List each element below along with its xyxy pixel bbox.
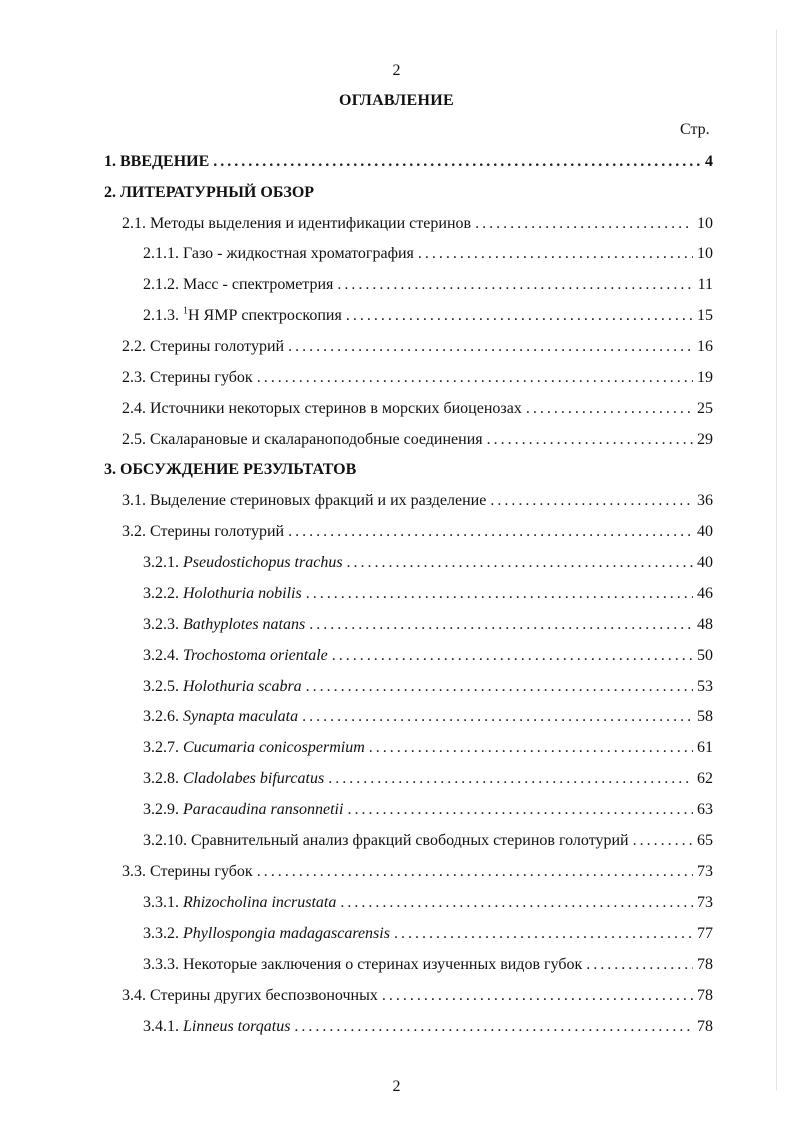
toc-page-number: 78 [697, 987, 713, 1004]
toc-page-number: 19 [697, 369, 713, 386]
toc-page-number: 10 [697, 215, 713, 232]
toc-page-number: 36 [697, 492, 713, 509]
toc-page-number: 40 [697, 554, 713, 571]
toc-entry-2-1-3[interactable]: 2.1.3. $^1$Н ЯМР спектроскопия ..... 15 [143, 307, 713, 329]
page-number-bottom: 2 [392, 1078, 401, 1095]
toc-entry-2-2[interactable]: 2.2. Стерины голотурий ..... 16 [122, 338, 713, 360]
page-title: ОГЛАВЛЕНИЕ [339, 92, 454, 109]
toc-page-number: 78 [697, 956, 713, 973]
leader-dots [294, 1018, 693, 1036]
leader-dots [302, 708, 693, 726]
toc-entry-2-5[interactable]: 2.5. Скаларановые и скаларaноподобные соединения ..... 29 [122, 431, 713, 453]
leader-dots [340, 894, 693, 912]
leader-dots [288, 338, 693, 356]
leader-dots [328, 770, 693, 788]
toc-entry-3-4[interactable]: 3.4. Стерины других беспозвоночных ..... 78 [122, 987, 713, 1009]
leader-dots [257, 369, 693, 387]
toc-entry-3-3[interactable]: 3.3. Стерины губок ..... 73 [122, 863, 713, 885]
toc-entry-3-3-2[interactable]: 3.3.2. Phyllospongia madagascarensis ..... 77 [143, 925, 713, 947]
toc-entry-3-2-8[interactable]: 3.2.8. Cladolabes bifurcatus ..... 62 [143, 770, 713, 792]
toc-entry-2-1-1[interactable]: 2.1.1. Газо - жидкостная хроматография ..... 10 [143, 245, 713, 267]
leader-dots [490, 492, 693, 510]
toc-entry-3-2-6[interactable]: 3.2.6. Synapta maculata ..... 58 [143, 708, 713, 730]
leader-dots [382, 987, 693, 1005]
leader-dots [288, 523, 693, 541]
toc-page-number: 78 [697, 1018, 713, 1035]
leader-dots [257, 863, 693, 881]
leader-dots [487, 431, 693, 449]
toc-page-number: 53 [697, 678, 713, 695]
toc-page-number: 65 [697, 832, 713, 849]
toc-page-number: 15 [697, 307, 713, 324]
toc-entry-2-4[interactable]: 2.4. Источники некоторых стеринов в морских биоценозах ..... 25 [122, 400, 713, 422]
leader-dots [475, 215, 693, 233]
toc-page-number: 10 [697, 245, 713, 262]
leader-dots [306, 585, 693, 603]
toc-page-number: 63 [697, 801, 713, 818]
leader-dots [526, 400, 693, 418]
leader-dots [346, 307, 693, 325]
toc-entry-3-2-2[interactable]: 3.2.2. Holothuria nobilis ..... 46 [143, 585, 713, 607]
toc-entry-3-2-1[interactable]: 3.2.1. Pseudostichopus trachus ..... 40 [143, 554, 713, 576]
toc-page-number: 46 [697, 585, 713, 602]
toc-heading-3[interactable]: 3. ОБСУЖДЕНИЕ РЕЗУЛЬТАТОВ [104, 461, 357, 478]
toc-entry-3-1[interactable]: 3.1. Выделение стериновых фракций и их разделение ..... 36 [122, 492, 713, 514]
toc-entry-3-2-7[interactable]: 3.2.7. Cucumaria conicospermium ..... 61 [143, 739, 713, 761]
toc-entry-3-2-9[interactable]: 3.2.9. Paracaudina ransonnetii ..... 63 [143, 801, 713, 823]
page-column-label: Стр. [680, 121, 710, 138]
leader-dots [309, 616, 693, 634]
leader-dots [337, 276, 693, 294]
toc-entry-3-3-3[interactable]: 3.3.3. Некоторые заключения о стеринах изученных видов губок ..... 78 [143, 956, 713, 978]
leader-dots [418, 245, 693, 263]
leader-dots [633, 832, 693, 850]
toc-entry-3-2-5[interactable]: 3.2.5. Holothuria scabra ..... 53 [143, 678, 713, 700]
toc-entry-3-3-1[interactable]: 3.3.1. Rhizocholina incrustata ..... 73 [143, 894, 713, 916]
toc-entry-3-2-3[interactable]: 3.2.3. Bathyplotes natans ..... 48 [143, 616, 713, 638]
toc-page-number: 11 [697, 276, 713, 293]
toc-entry-2-1-2[interactable]: 2.1.2. Масс - спектрометрия ..... 11 [143, 276, 713, 298]
leader-dots [347, 554, 693, 572]
toc-entry-3-2-4[interactable]: 3.2.4. Trochostoma orientale ..... 50 [143, 647, 713, 669]
leader-dots [586, 956, 693, 974]
toc-page-number: 4 [705, 153, 713, 170]
toc-entry-3-4-1[interactable]: 3.4.1. Linneus torqatus ..... 78 [143, 1018, 713, 1040]
toc-entry-3-2[interactable]: 3.2. Стерины голотурий ..... 40 [122, 523, 713, 545]
scan-edge-line [776, 30, 777, 1090]
toc-page-number: 73 [697, 863, 713, 880]
toc-page-number: 62 [697, 770, 713, 787]
page-number-top: 2 [392, 62, 401, 79]
toc-page-number: 16 [697, 338, 713, 355]
leader-dots [306, 678, 693, 696]
toc-page-number: 48 [697, 616, 713, 633]
toc-page-number: 25 [697, 400, 713, 417]
toc-entry-1[interactable]: 1. ВВЕДЕНИЕ ..... 4 [104, 153, 713, 175]
toc-page-number: 58 [697, 708, 713, 725]
leader-dots [394, 925, 693, 943]
toc-entry-3-2-10[interactable]: 3.2.10. Сравнительный анализ фракций свободных стеринов голотурий ..... 65 [143, 832, 713, 854]
toc-page-number: 73 [697, 894, 713, 911]
toc-page-number: 61 [697, 739, 713, 756]
leader-dots [369, 739, 693, 757]
toc-page-number: 50 [697, 647, 713, 664]
leader-dots [347, 801, 693, 819]
toc-page-number: 40 [697, 523, 713, 540]
toc-entry-2-3[interactable]: 2.3. Стерины губок ..... 19 [122, 369, 713, 391]
toc-entry-2-1[interactable]: 2.1. Методы выделения и идентификации стеринов ..... 10 [122, 215, 713, 237]
toc-page-number: 29 [697, 431, 713, 448]
leader-dots [213, 153, 701, 171]
toc-page-number: 77 [697, 925, 713, 942]
toc-heading-2[interactable]: 2. ЛИТЕРАТУРНЫЙ ОБЗОР [104, 184, 315, 201]
leader-dots [332, 647, 693, 665]
